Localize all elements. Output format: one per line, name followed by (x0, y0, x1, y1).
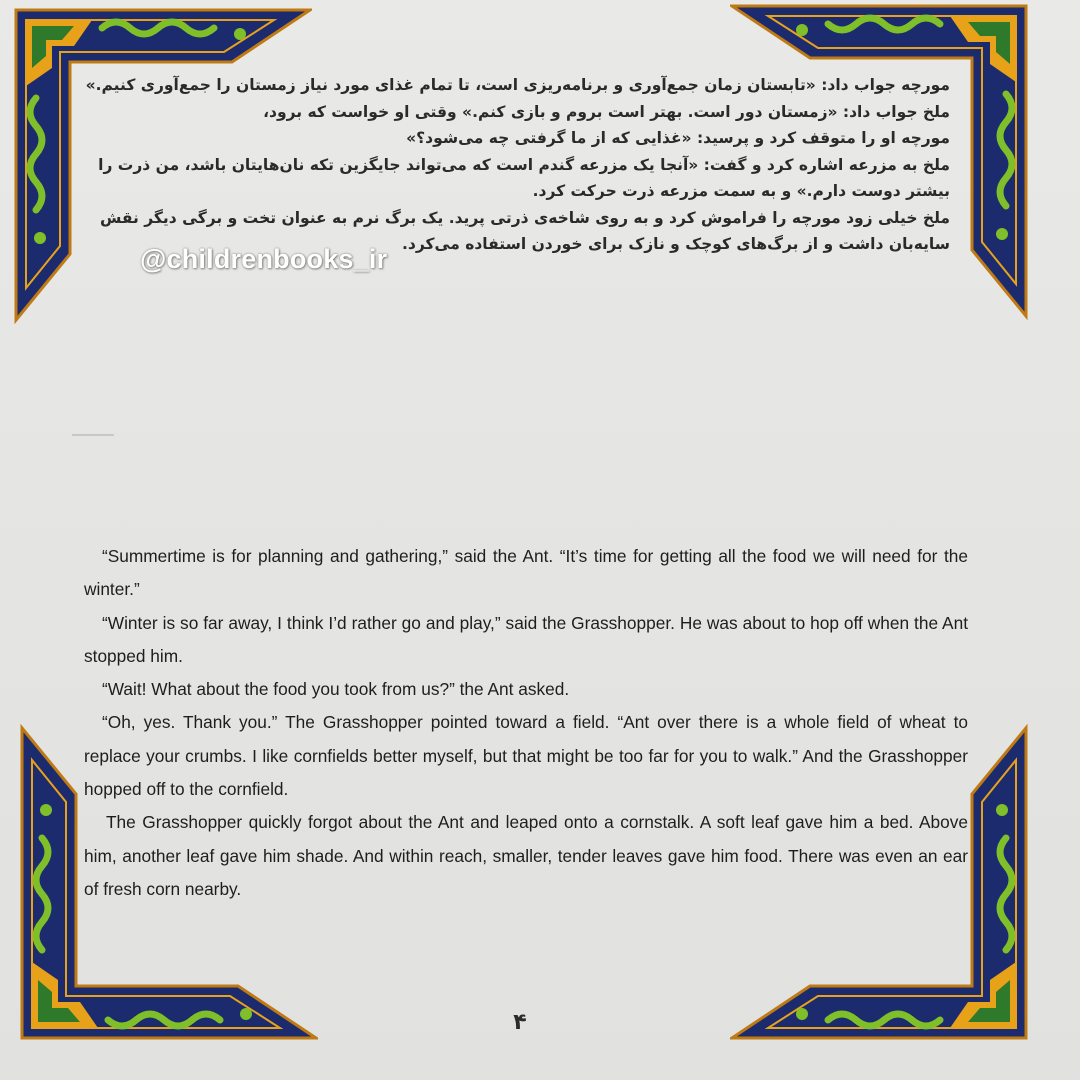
persian-text-block (80, 72, 968, 258)
english-paragraph: The Grasshopper quickly forgot about the Ant and leaped onto a cornstalk. A soft leaf gave him a bed. Above him, another leaf gave him shade. And within reach, smaller, tender leaves gave him food. There was even an ear of fresh corn nearby. (84, 812, 968, 899)
persian-paragraph: مورچه جواب داد: «تابستان زمان جمع‌آوری و برنامه‌ریزی است، تا تمام غذای مورد نیاز زمستان را جمع‌آوری کنیم.» (85, 76, 950, 94)
english-text-block (84, 540, 968, 906)
english-paragraph: “Wait! What about the food you took from us?” the Ant asked. (102, 679, 570, 700)
english-paragraph: “Summertime is for planning and gathering,” said the Ant. “It’s time for getting all the food we will need for the winter.” (84, 546, 968, 600)
english-paragraph: “Oh, yes. Thank you.” The Grasshopper pointed toward a field. “Ant over there is a whole field of wheat to replace your crumbs. I like cornfields better myself, but that might be too far for you to walk.” And the Grasshopper hopped off to the cornfield. (84, 712, 968, 800)
persian-paragraph: ملخ جواب داد: «زمستان دور است. بهتر است بروم و بازی کنم.» وقتی او خواست که برود، (263, 102, 950, 121)
page-number: ۴ (513, 1010, 527, 1035)
persian-paragraph: ملخ خیلی زود مورچه را فراموش کرد و به روی شاخه‌ی ذرتی پرید. یک برگ نرم به عنوان تخت و برگی دیگر نقش سایه‌بان داشت و از برگ‌های کوچک و نازک برای خوردن استفاده می‌کرد. (99, 208, 950, 253)
persian-paragraph: ملخ به مزرعه اشاره کرد و گفت: «آنجا یک مزرعه گندم است که می‌تواند جایگزین تکه نان‌هایتان باشد، من ذرت را بیشتر دوست دارم.» و به سمت مزرعه ذرت حرکت کرد. (98, 155, 950, 200)
persian-paragraph: مورچه او را متوقف کرد و پرسید: «غذایی که از ما گرفتی چه می‌شود؟» (406, 129, 950, 147)
english-paragraph: “Winter is so far away, I think I’d rather go and play,” said the Grasshopper. He was about to hop off when the Ant stopped him. (84, 612, 968, 666)
divider-mark (72, 434, 114, 436)
watermark-handle: @childrenbooks_ir (140, 244, 388, 274)
